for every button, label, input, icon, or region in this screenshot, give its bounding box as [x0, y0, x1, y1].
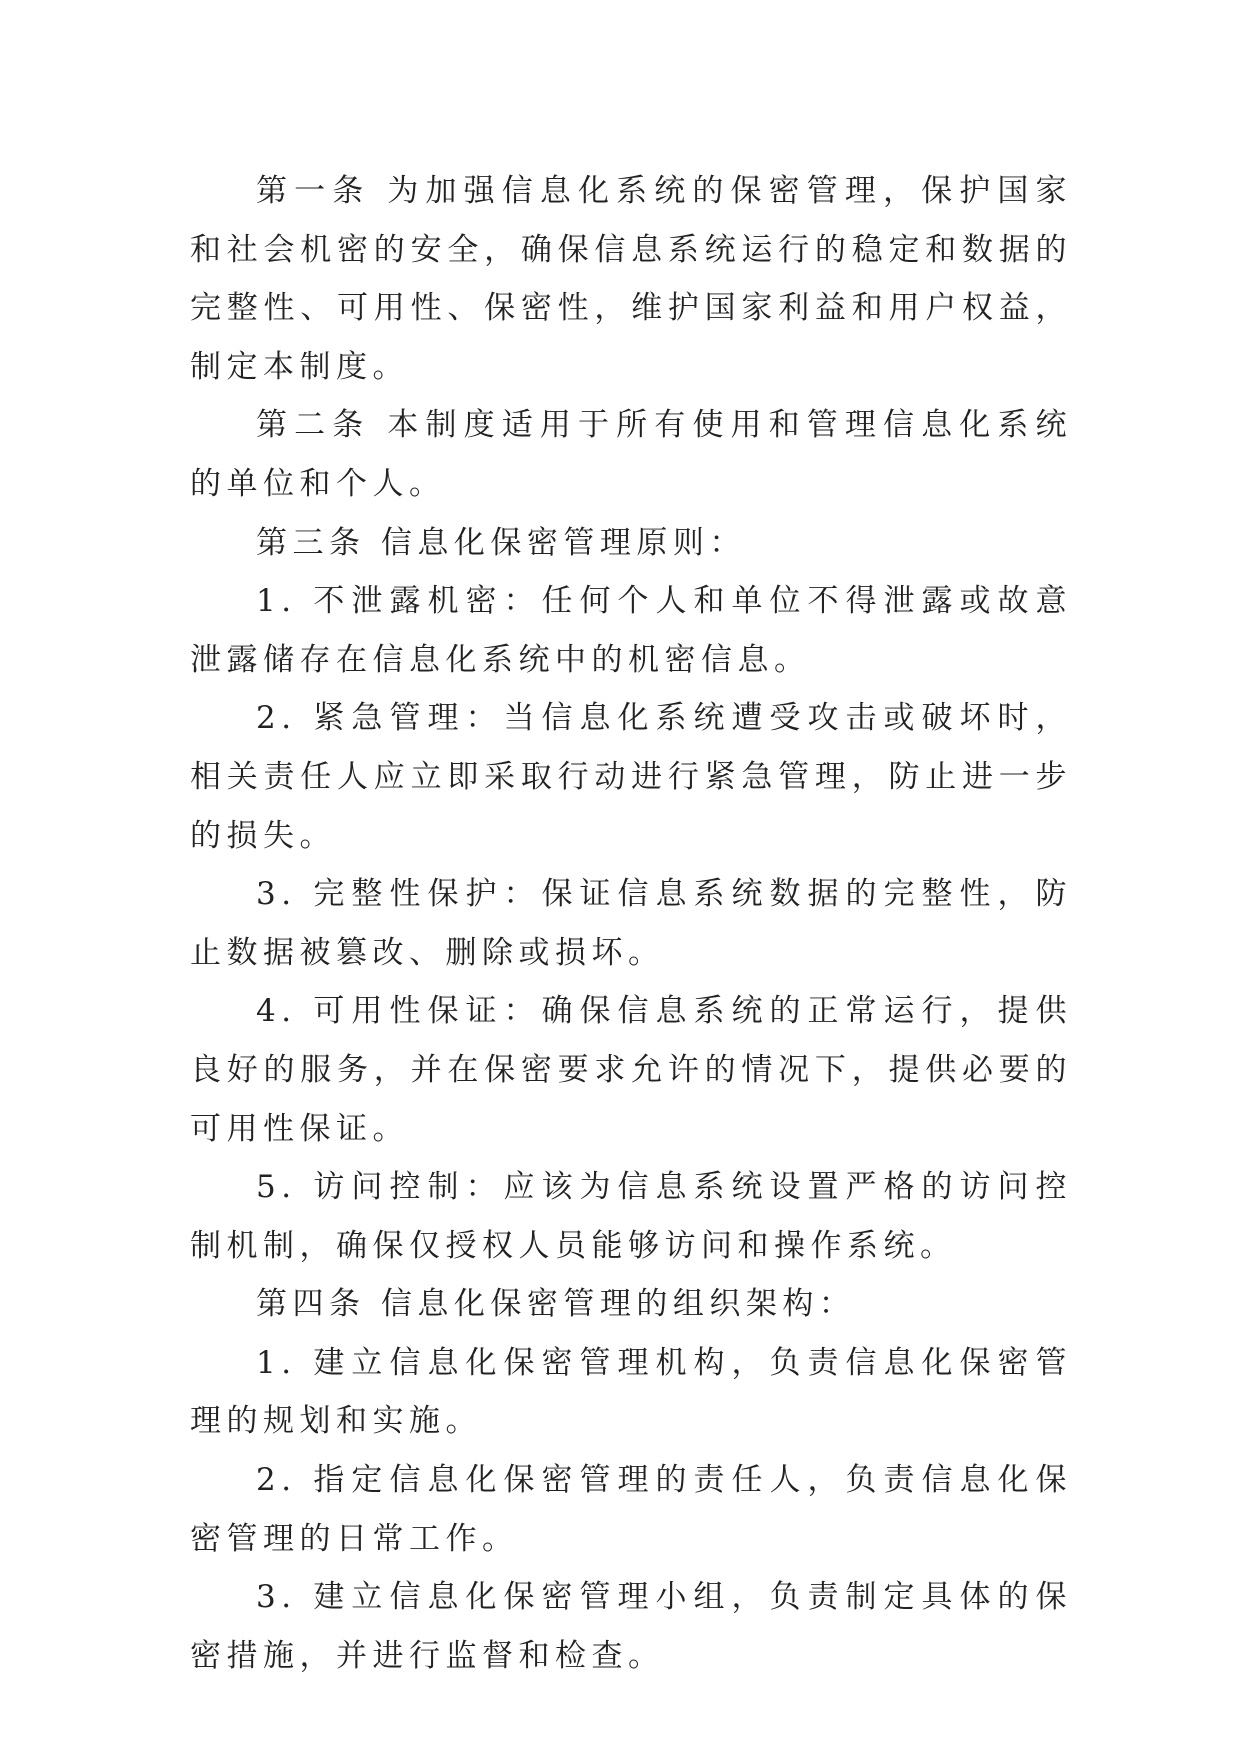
- article-4-item-1: 1. 建立信息化保密管理机构，负责信息化保密管理的规划和实施。: [190, 1344, 1072, 1440]
- article-4-heading: 第四条 信息化保密管理的组织架构：: [256, 1286, 856, 1323]
- article-3-item-4: 4. 可用性保证：确保信息系统的正常运行，提供良好的服务，并在保密要求允许的情况下，提供必要的可用性保证。: [190, 993, 1072, 1147]
- article-3-item-2: 2. 紧急管理：当信息化系统遭受攻击或破坏时，相关责任人应立即采取行动进行紧急管理，防止进一步的损失。: [190, 700, 1072, 854]
- article-1-paragraph: 第一条 为加强信息化系统的保密管理，保护国家和社会机密的安全，确保信息系统运行的稳定和数据的完整性、可用性、保密性，维护国家利益和用户权益，制定本制度。: [190, 173, 1072, 385]
- article-2-paragraph: 第二条 本制度适用于所有使用和管理信息化系统的单位和个人。: [190, 407, 1072, 502]
- article-4-item-2: 2. 指定信息化保密管理的责任人，负责信息化保密管理的日常工作。: [190, 1462, 1072, 1557]
- article-3-heading: 第三条 信息化保密管理原则：: [256, 524, 746, 561]
- article-3-item-5: 5. 访问控制：应该为信息系统设置严格的访问控制机制，确保仅授权人员能够访问和操作系统。: [190, 1169, 1072, 1264]
- article-3-item-3: 3. 完整性保护：保证信息系统数据的完整性，防止数据被篡改、删除或损坏。: [190, 876, 1072, 971]
- document-body: [190, 162, 1072, 1685]
- article-3-item-1: 1. 不泄露机密：任何个人和单位不得泄露或故意泄露储存在信息化系统中的机密信息。: [190, 583, 1072, 678]
- article-4-item-3: 3. 建立信息化保密管理小组，负责制定具体的保密措施，并进行监督和检查。: [190, 1579, 1072, 1674]
